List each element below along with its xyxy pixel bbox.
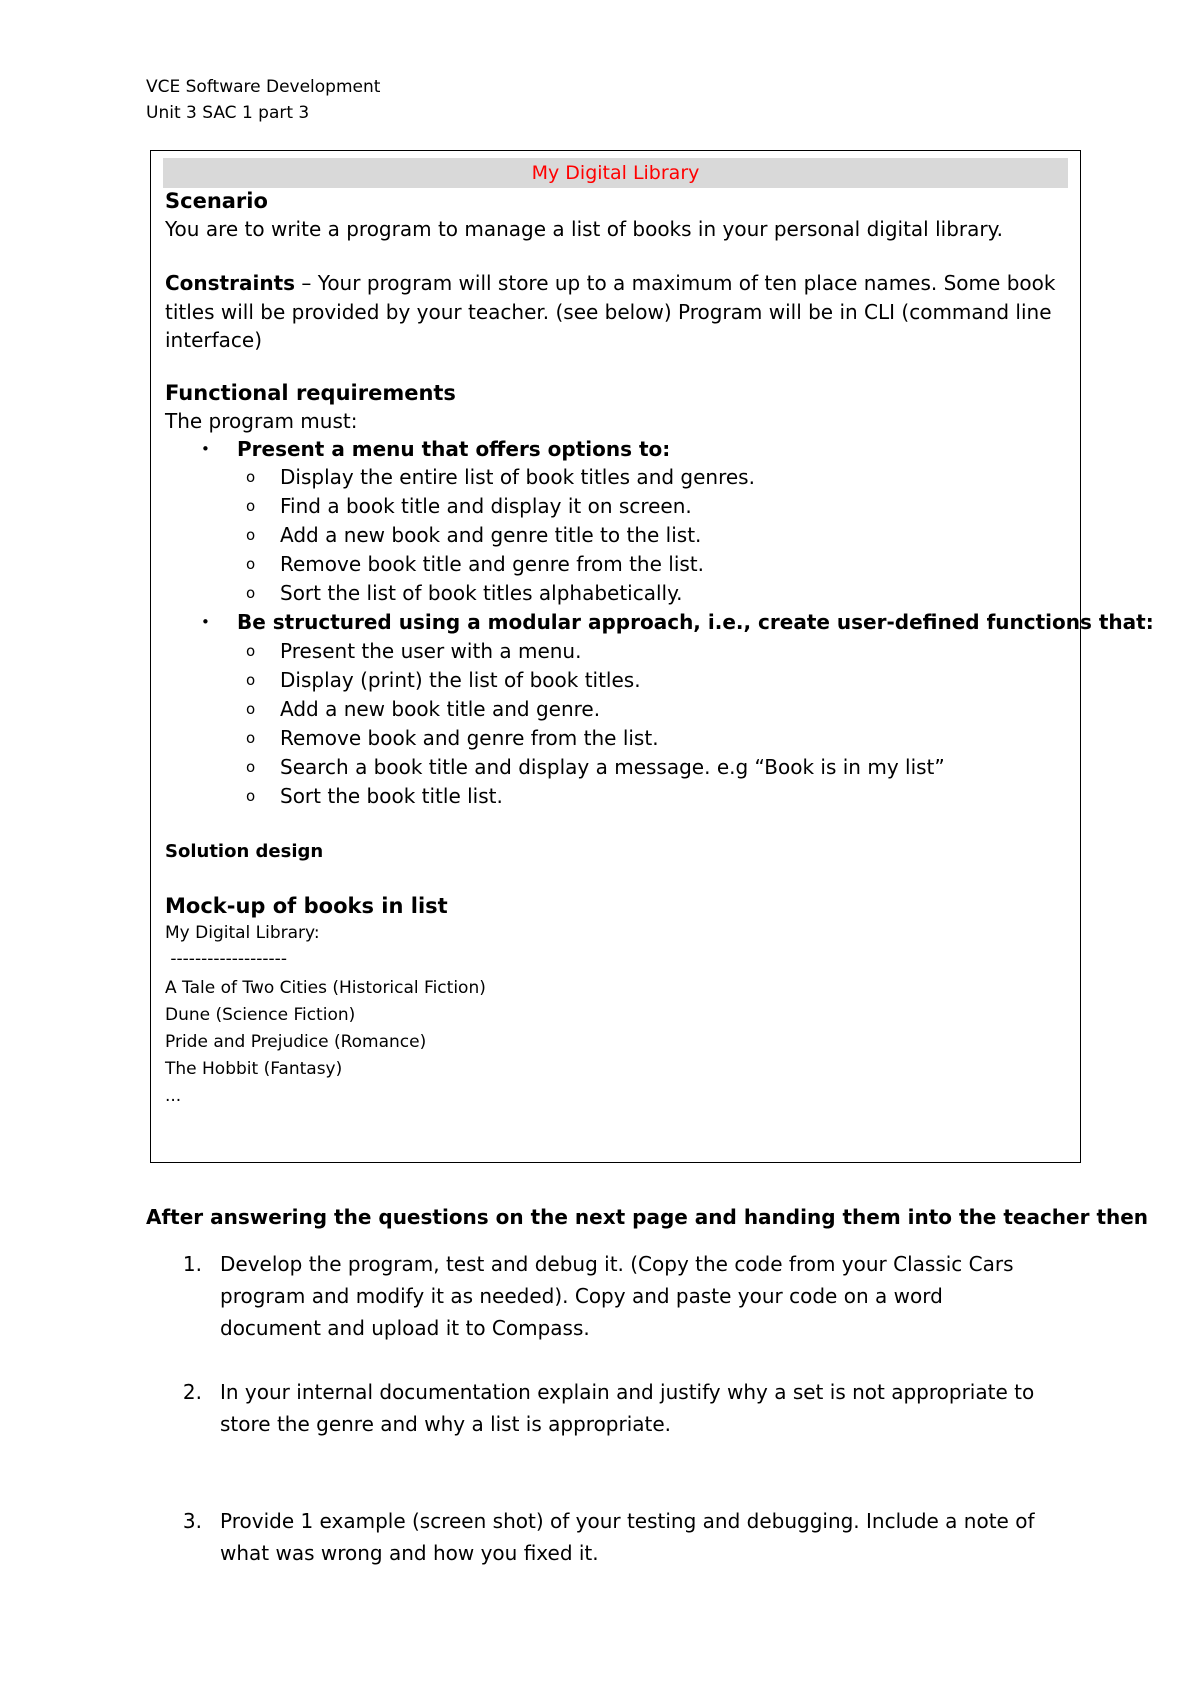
scenario-heading: Scenario — [165, 189, 268, 213]
bullet-icon: • — [201, 613, 210, 631]
unit-title: Unit 3 SAC 1 part 3 — [146, 103, 310, 123]
constraints-line-1 — [165, 269, 1055, 297]
sub-bullet-icon: o — [246, 584, 256, 602]
constraints-text-1: – Your program will store up to a maximum of ten place names. Some book — [295, 271, 1056, 295]
sub-bullet-icon: o — [246, 526, 256, 544]
task-number: 2. — [182, 1380, 202, 1404]
task-box: My Digital Library Scenario You are to write a program to manage a list of books in your personal digital library. Constraints – Your program will store up to a maximum of ten place names. Some book titles will be provided by your teacher. (see below) Program will be in CLI (command line interface) Functional requirements The program must: • Present a menu that offers options to: o Display the entire list of book titles and genres. o Find a book title and display it on screen. o Add a new book and genre title to the list. o Remove book title and genre from the list. o Sort the list of book titles alphabetically. • Be structured using a modular approach, i.e., create user-defined functions that: o Present the user with a menu. o Display (print) the list of book titles. o Add a new book title and genre. o Remove book and genre from the list. o Search a book title and display a message. e.g “Book is in my list” o Sort the book title list. Solution design Mock-up of books in list My Digital Library: ------------------- A Tale of Two Cities (Historical Fiction) Dune (Science Fiction) Pride and Prejudice (Romance) The Hobbit (Fantasy) ... — [150, 150, 1081, 1163]
bullet-2-text: Be structured using a modular approach, i.e., create user-defined functions that: — [237, 610, 1154, 634]
functional-heading: Functional requirements — [165, 381, 456, 405]
sub-bullet-icon: o — [246, 468, 256, 486]
after-heading: After answering the questions on the next page and handing them into the teacher then — [146, 1205, 1149, 1229]
task-text: In your internal documentation explain and justify why a set is not appropriate to store the genre and why a list is appropriate. — [220, 1380, 1035, 1436]
scenario-text: You are to write a program to manage a list of books in your personal digital library. — [165, 217, 1003, 241]
constraints-heading: Constraints — [165, 271, 296, 295]
sub-bullet-icon: o — [246, 642, 256, 660]
bullet-1-text: Present a menu that offers options to: — [237, 437, 671, 461]
course-title: VCE Software Development — [146, 77, 381, 97]
mockup-line: ------------------- — [165, 949, 287, 969]
mockup-line: Pride and Prejudice (Romance) — [165, 1032, 427, 1052]
mockup-line: Dune (Science Fiction) — [165, 1005, 356, 1025]
program-must: The program must: — [165, 409, 358, 433]
bullet-icon: • — [201, 440, 210, 458]
sub-bullet-icon: o — [246, 555, 256, 573]
task-text: Develop the program, test and debug it. (Copy the code from your Classic Cars program and modify it as needed). Copy and paste your code on a word document and upload it to Compass. — [220, 1252, 1014, 1340]
task-text: Provide 1 example (screen shot) of your testing and debugging. Include a note of what was wrong and how you fixed it. — [220, 1509, 1035, 1565]
sub-bullet-icon: o — [246, 497, 256, 515]
sub-bullet-icon: o — [246, 787, 256, 805]
mockup-line: My Digital Library: — [165, 923, 320, 943]
task-number: 3. — [182, 1509, 202, 1533]
task-number: 1. — [182, 1252, 202, 1276]
mockup-line: The Hobbit (Fantasy) — [165, 1059, 343, 1079]
mockup-line: A Tale of Two Cities (Historical Fiction) — [165, 978, 486, 998]
mockup-line: ... — [165, 1086, 182, 1106]
sub-bullet-icon: o — [246, 671, 256, 689]
page-header — [146, 74, 380, 126]
constraints-line-3: interface) — [165, 328, 263, 352]
sub-bullet-icon: o — [246, 758, 256, 776]
solution-heading: Solution design — [165, 841, 324, 862]
mockup-heading: Mock-up of books in list — [165, 894, 448, 918]
box-title: My Digital Library — [163, 158, 1068, 188]
sub-bullet-icon: o — [246, 729, 256, 747]
constraints-line-2: titles will be provided by your teacher. (see below) Program will be in CLI (command line — [165, 300, 1052, 324]
sub-bullet-icon: o — [246, 700, 256, 718]
